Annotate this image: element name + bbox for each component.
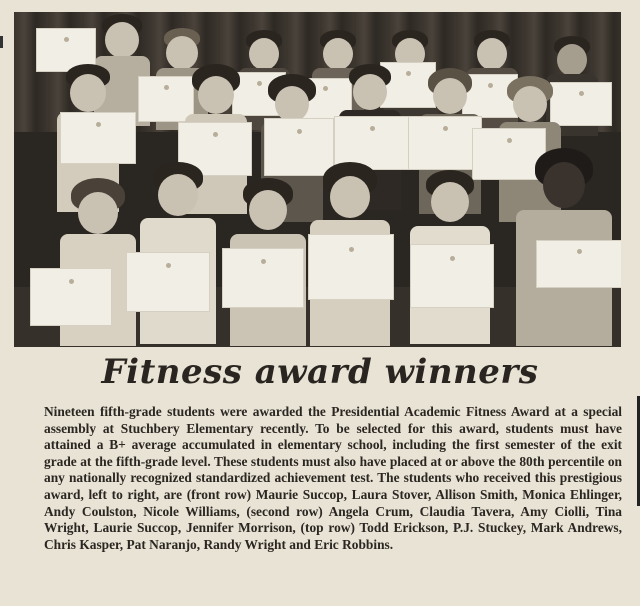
certificate [410,244,494,308]
photo-caption: Nineteen fifth-grade students were awarded the Presidential Academic Fitness Award at a special assembly at Stuchbery Elementary recently. To be selected for this award, students must have attained a B+ average accumulated in elementary school, including the first semester of the exit grade at the fifth-grade level. These students must also have placed at or above the 80th percentile on any nationally recognized standardized achievement test. The students who received this prestigious award, left to right, are (front row) Maurie Succop, Laura Stover, Allison Smith, Monica Ehlinger, Andy Coulston, Nicole Williams, (second row) Angela Crum, Claudia Tavera, Amy Ciolli, Tina Wright, Laurie Succop, Jennifer Morrison, (top row) Todd Erickson, P.J. Stuckey, Mark Andrews, Chris Kasper, Pat Naranjo, Randy Wright and Eric Robbins. [44,404,622,552]
headline: Fitness award winners [101,352,539,392]
certificate [30,268,112,326]
certificate [60,112,136,164]
group-photo [14,12,621,347]
certificate [408,116,482,170]
certificate [308,234,394,300]
certificate [126,252,210,312]
certificate [222,248,304,308]
edge-mark [0,36,3,48]
certificate [536,240,621,288]
